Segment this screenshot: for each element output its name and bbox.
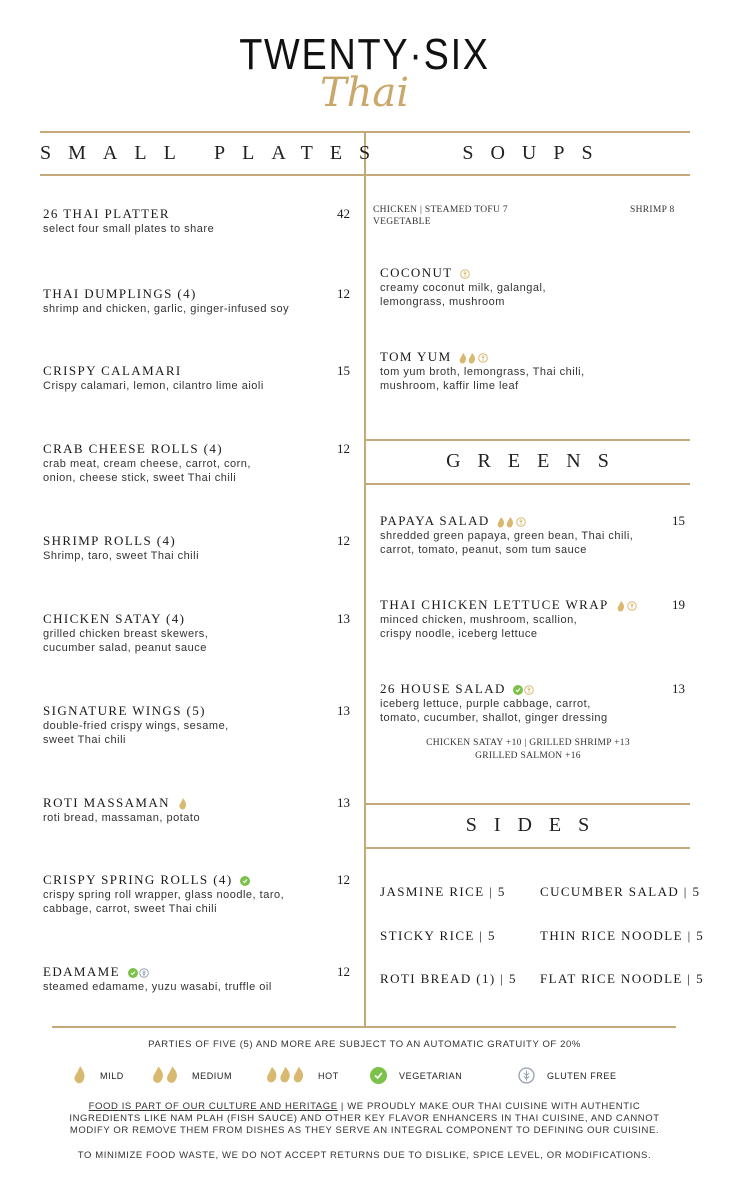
side-item: ROTI BREAD (1) | 5 [380, 971, 517, 986]
item-description: grilled chicken breast skewers, [43, 628, 209, 640]
side-item: FLAT RICE NOODLE | 5 [540, 971, 704, 986]
sides-top-line [364, 803, 690, 805]
item-description: lemongrass, mushroom [380, 296, 505, 308]
item-name [43, 795, 200, 811]
item-price: 13 [672, 681, 685, 696]
soup-protein-options-2: VEGETABLE [373, 217, 431, 227]
side-item: STICKY RICE | 5 [380, 928, 496, 943]
menu-item [43, 286, 289, 316]
item-description: crispy spring roll wrapper, glass noodle, taro, [43, 889, 285, 901]
item-price: 19 [672, 597, 685, 612]
heritage-line-1 [0, 1101, 729, 1113]
mild-chili-icon [616, 601, 626, 612]
menu-item [43, 441, 251, 485]
legend-label: MILD [100, 1071, 124, 1081]
menu-item [380, 265, 546, 309]
item-description: shrimp and chicken, garlic, ginger-infused soy [43, 303, 290, 315]
item-name: CHICKEN SATAY (4) [43, 611, 186, 626]
sides-bottom-line [364, 847, 690, 849]
menu-item [380, 349, 585, 393]
item-name: CRAB CHEESE ROLLS (4) [43, 441, 223, 456]
medium-chili-icon [459, 353, 477, 364]
legend-mild [72, 1066, 124, 1084]
item-description: Shrimp, taro, sweet Thai chili [43, 550, 200, 562]
item-name: SHRIMP ROLLS (4) [43, 533, 177, 548]
heritage-line-2: INGREDIENTS LIKE NAM PLAH (FISH SAUCE) AND OTHER KEY FLAVOR ENHANCERS IN THAI CUISINE, AND CANNOT [69, 1113, 660, 1124]
item-description: onion, cheese stick, sweet Thai chili [43, 472, 237, 484]
item-description: carrot, tomato, peanut, som tum sauce [380, 544, 587, 556]
item-name-text: THAI CHICKEN LETTUCE WRAP [380, 597, 609, 612]
soup-shrimp-option: SHRIMP 8 [630, 205, 675, 215]
hot-chili-icon [266, 1066, 306, 1084]
item-price: 15 [672, 513, 685, 528]
item-price: 15 [337, 363, 350, 378]
item-description: tom yum broth, lemongrass, Thai chili, [380, 366, 585, 378]
sides-title: SIDES [465, 814, 607, 836]
item-name: CRISPY CALAMARI [43, 363, 182, 378]
item-name [380, 597, 637, 613]
item-description: Crispy calamari, lemon, cilantro lime aioli [43, 380, 264, 392]
vegetarian-icon [370, 1067, 387, 1084]
item-price: 13 [337, 795, 350, 810]
menu-item [43, 795, 200, 825]
menu-item [43, 206, 214, 236]
small-plates-title: SMALL PLATES [40, 142, 388, 164]
item-name [43, 872, 284, 888]
item-name-text: COCONUT [380, 265, 453, 280]
item-name [380, 513, 633, 529]
gluten-free-icon [460, 269, 470, 279]
heritage-link[interactable]: FOOD IS PART OF OUR CULTURE AND HERITAGE [88, 1101, 338, 1112]
menu-item [43, 533, 199, 563]
side-item: CUCUMBER SALAD | 5 [540, 884, 701, 899]
vegetarian-icon [128, 968, 138, 978]
menu-item [380, 681, 608, 725]
item-description: creamy coconut milk, galangal, [380, 282, 547, 294]
item-description: roti bread, massaman, potato [43, 812, 201, 824]
medium-chili-icon [497, 517, 515, 528]
soup-protein-options: CHICKEN | STEAMED TOFU 7 [373, 205, 508, 215]
gratuity-notice: PARTIES OF FIVE (5) AND MORE ARE SUBJECT TO AN AUTOMATIC GRATUITY OF 20% [148, 1039, 581, 1050]
brand-script: Thai [319, 70, 410, 116]
item-name [380, 349, 585, 365]
item-description: crispy noodle, iceberg lettuce [380, 628, 538, 640]
item-description: mushroom, kaffir lime leaf [380, 380, 519, 392]
medium-chili-icon [152, 1066, 180, 1084]
item-name-text: EDAMAME [43, 964, 120, 979]
item-description: minced chicken, mushroom, scallion, [380, 614, 578, 626]
item-description: select four small plates to share [43, 223, 215, 235]
item-name-text: 26 HOUSE SALAD [380, 681, 506, 696]
item-name [380, 681, 608, 697]
item-name [380, 265, 546, 281]
item-description: steamed edamame, yuzu wasabi, truffle oil [43, 981, 272, 993]
salad-addons: CHICKEN SATAY +10 | GRILLED SHRIMP +13 [426, 738, 630, 748]
item-name: THAI DUMPLINGS (4) [43, 286, 197, 301]
gluten-free-icon [516, 517, 526, 527]
legend-vegetarian [370, 1066, 462, 1084]
heritage-text: | WE PROUDLY MAKE OUR THAI CUISINE WITH AUTHENTIC [337, 1101, 641, 1112]
item-description: double-fried crispy wings, sesame, [43, 720, 229, 732]
mild-chili-icon [72, 1066, 88, 1084]
greens-bottom-line [364, 483, 690, 485]
item-name-text: TOM YUM [380, 349, 452, 364]
item-name: SIGNATURE WINGS (5) [43, 703, 206, 718]
brand-title: TWENTY·SIX [239, 30, 490, 79]
greens-title: GREENS [446, 450, 626, 472]
gluten-free-icon [139, 968, 149, 978]
greens-top-line [364, 439, 690, 441]
item-price: 13 [337, 703, 350, 718]
menu-item [43, 964, 272, 994]
side-item: JASMINE RICE | 5 [380, 884, 506, 899]
column-divider [364, 131, 366, 1027]
item-name-text: PAPAYA SALAD [380, 513, 490, 528]
gluten-free-icon [478, 353, 488, 363]
item-description: tomato, cucumber, shallot, ginger dressing [380, 712, 608, 724]
item-name: 26 THAI PLATTER [43, 206, 170, 221]
legend-gluten-free [518, 1066, 617, 1084]
item-price: 12 [337, 964, 350, 979]
item-description: cucumber salad, peanut sauce [43, 642, 207, 654]
legend-label: VEGETARIAN [399, 1071, 463, 1081]
menu-item [43, 872, 284, 916]
item-price: 13 [337, 611, 350, 626]
footer-divider [52, 1026, 676, 1028]
gluten-free-icon [518, 1067, 535, 1084]
legend-medium [152, 1066, 232, 1084]
item-description: shredded green papaya, green bean, Thai chili, [380, 530, 634, 542]
mild-chili-icon [178, 798, 188, 810]
item-price: 42 [337, 206, 350, 221]
item-price: 12 [337, 441, 350, 456]
legend-label: MEDIUM [192, 1071, 233, 1081]
soups-title: SOUPS [462, 142, 610, 164]
item-description: iceberg lettuce, purple cabbage, carrot, [380, 698, 591, 710]
item-description: cabbage, carrot, sweet Thai chili [43, 903, 218, 915]
heritage-notice [0, 1101, 729, 1137]
gluten-free-icon [627, 601, 637, 611]
item-name-text: ROTI MASSAMAN [43, 795, 170, 810]
menu-item [380, 597, 637, 641]
item-price: 12 [337, 872, 350, 887]
item-price: 12 [337, 286, 350, 301]
vegetarian-icon [240, 876, 250, 886]
menu-item [43, 703, 229, 747]
item-description: sweet Thai chili [43, 734, 126, 746]
legend-hot [266, 1066, 339, 1084]
food-waste-notice: TO MINIMIZE FOOD WASTE, WE DO NOT ACCEPT RETURNS DUE TO DISLIKE, SPICE LEVEL, OR MODIFICATIONS. [77, 1150, 652, 1161]
salad-addons-2: GRILLED SALMON +16 [475, 751, 581, 761]
menu-item [43, 363, 264, 393]
side-item: THIN RICE NOODLE | 5 [540, 928, 705, 943]
item-name [43, 964, 272, 980]
heritage-line-3: MODIFY OR REMOVE THEM FROM DISHES AS THEY SERVE AN INTEGRAL COMPONENT TO DEFINING OUR CUISINE. [69, 1125, 660, 1136]
item-price: 12 [337, 533, 350, 548]
legend-label: GLUTEN FREE [547, 1071, 617, 1081]
legend-label: HOT [318, 1071, 339, 1081]
menu-item [380, 513, 633, 557]
gluten-free-icon [524, 685, 534, 695]
vegetarian-icon [513, 685, 523, 695]
item-name-text: CRISPY SPRING ROLLS (4) [43, 872, 233, 887]
menu-item [43, 611, 208, 655]
item-description: crab meat, cream cheese, carrot, corn, [43, 458, 251, 470]
